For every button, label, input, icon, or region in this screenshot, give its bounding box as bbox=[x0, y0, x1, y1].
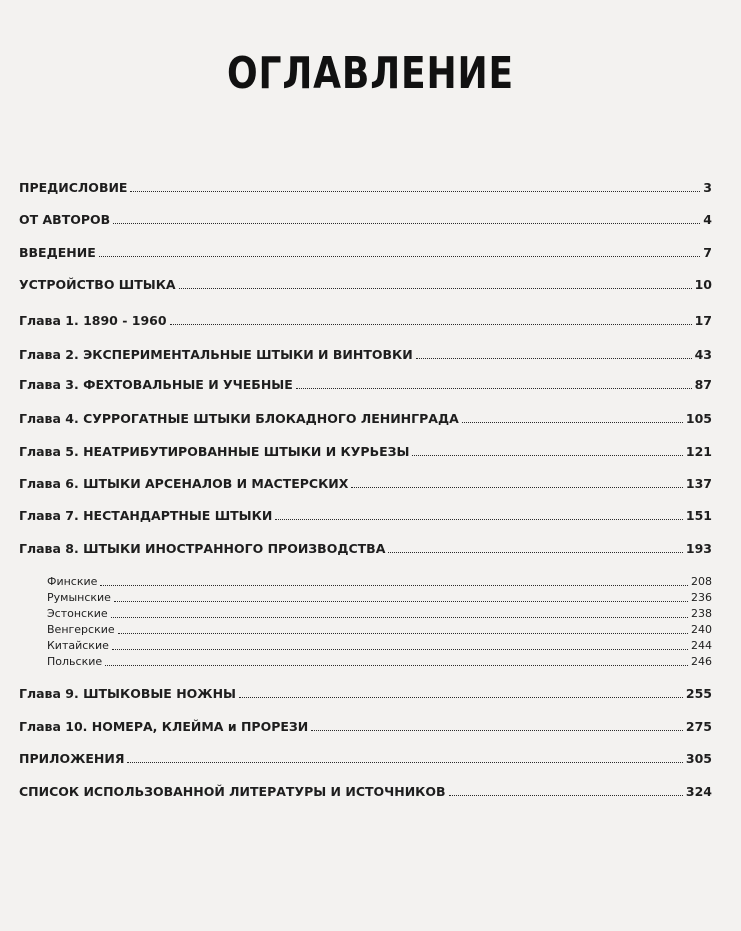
dot-leader bbox=[449, 795, 683, 796]
toc-entry[interactable] bbox=[19, 411, 712, 426]
toc-subentry-label: Финские bbox=[47, 575, 98, 588]
toc-entry-label: СПИСОК ИСПОЛЬЗОВАННОЙ ЛИТЕРАТУРЫ И ИСТОЧНИКОВ bbox=[19, 784, 446, 799]
toc-entry-label: Глава 6. ШТЫКИ АРСЕНАЛОВ И МАСТЕРСКИХ bbox=[19, 476, 349, 491]
toc-page-number: 105 bbox=[685, 411, 712, 426]
toc-entry-label: Глава 9. ШТЫКОВЫЕ НОЖНЫ bbox=[19, 686, 236, 701]
toc-page-number: 305 bbox=[685, 751, 712, 766]
dot-leader bbox=[416, 358, 692, 359]
toc-page-number: 238 bbox=[691, 607, 712, 620]
toc-subentry[interactable] bbox=[47, 575, 712, 588]
toc-entry[interactable] bbox=[19, 277, 712, 292]
toc-entry[interactable] bbox=[19, 444, 712, 459]
toc-subentry-label: Румынские bbox=[47, 591, 111, 604]
toc-entry[interactable] bbox=[19, 686, 712, 701]
dot-leader bbox=[179, 288, 692, 289]
toc-entry[interactable] bbox=[19, 508, 712, 523]
toc-subentry[interactable] bbox=[47, 655, 712, 668]
toc-entry[interactable] bbox=[19, 719, 712, 734]
dot-leader bbox=[275, 519, 683, 520]
toc-subentry[interactable] bbox=[47, 639, 712, 652]
toc-page-number: 236 bbox=[691, 591, 712, 604]
toc-entry-label: ПРИЛОЖЕНИЯ bbox=[19, 751, 125, 766]
dot-leader bbox=[170, 324, 692, 325]
toc-page-number: 240 bbox=[691, 623, 712, 636]
toc-entry-label: Глава 5. НЕАТРИБУТИРОВАННЫЕ ШТЫКИ И КУРЬЕЗЫ bbox=[19, 444, 410, 459]
dot-leader bbox=[296, 388, 692, 389]
dot-leader bbox=[112, 649, 688, 650]
toc-entry[interactable] bbox=[19, 377, 712, 392]
page-title: ОГЛАВЛЕНИЕ bbox=[227, 48, 514, 99]
dot-leader bbox=[118, 633, 688, 634]
toc-page-number: 244 bbox=[691, 639, 712, 652]
toc-subentry-label: Эстонские bbox=[47, 607, 108, 620]
toc-page-number: 43 bbox=[694, 347, 712, 362]
toc-entry[interactable] bbox=[19, 751, 712, 766]
toc-entry[interactable] bbox=[19, 347, 712, 362]
toc-entry-label: Глава 3. ФЕХТОВАЛЬНЫЕ И УЧЕБНЫЕ bbox=[19, 377, 293, 392]
toc-page-number: 275 bbox=[685, 719, 712, 734]
toc-entry-label: ПРЕДИСЛОВИЕ bbox=[19, 180, 128, 195]
toc-subentry[interactable] bbox=[47, 623, 712, 636]
toc-entry[interactable] bbox=[19, 541, 712, 556]
toc-subentry-label: Польские bbox=[47, 655, 103, 668]
dot-leader bbox=[412, 455, 682, 456]
toc-page-number: 151 bbox=[685, 508, 712, 523]
toc-page-number: 10 bbox=[694, 277, 712, 292]
toc-page-number: 17 bbox=[694, 313, 712, 328]
toc-entry-label: УСТРОЙСТВО ШТЫКА bbox=[19, 277, 176, 292]
toc-subentry-label: Китайские bbox=[47, 639, 109, 652]
dot-leader bbox=[114, 601, 688, 602]
toc-entry-label: ОТ АВТОРОВ bbox=[19, 212, 111, 227]
toc-page-number: 193 bbox=[685, 541, 712, 556]
dot-leader bbox=[111, 617, 688, 618]
toc-page-number: 121 bbox=[685, 444, 712, 459]
toc-entry-label: Глава 4. СУРРОГАТНЫЕ ШТЫКИ БЛОКАДНОГО ЛЕНИНГРАДА bbox=[19, 411, 459, 426]
dot-leader bbox=[351, 487, 683, 488]
toc-entry-label: ВВЕДЕНИЕ bbox=[19, 245, 96, 260]
dot-leader bbox=[100, 585, 688, 586]
toc-page-number: 246 bbox=[691, 655, 712, 668]
dot-leader bbox=[99, 256, 701, 257]
toc-page-number: 4 bbox=[703, 212, 712, 227]
dot-leader bbox=[462, 422, 683, 423]
toc-entry-label: Глава 7. НЕСТАНДАРТНЫЕ ШТЫКИ bbox=[19, 508, 273, 523]
toc-page-number: 137 bbox=[685, 476, 712, 491]
toc-entry[interactable] bbox=[19, 245, 712, 260]
toc-entry-label: Глава 2. ЭКСПЕРИМЕНТАЛЬНЫЕ ШТЫКИ И ВИНТОВКИ bbox=[19, 347, 413, 362]
toc-entry[interactable] bbox=[19, 784, 712, 799]
dot-leader bbox=[113, 223, 700, 224]
toc-entry[interactable] bbox=[19, 212, 712, 227]
toc-subentry[interactable] bbox=[47, 607, 712, 620]
toc-page-number: 7 bbox=[703, 245, 712, 260]
toc-page-number: 324 bbox=[685, 784, 712, 799]
toc-entry[interactable] bbox=[19, 180, 712, 195]
dot-leader bbox=[311, 730, 683, 731]
toc-subentry-label: Венгерские bbox=[47, 623, 115, 636]
dot-leader bbox=[127, 762, 682, 763]
toc-subentry[interactable] bbox=[47, 591, 712, 604]
toc-entry[interactable] bbox=[19, 313, 712, 328]
toc-page-number: 87 bbox=[694, 377, 712, 392]
toc-page-number: 3 bbox=[703, 180, 712, 195]
dot-leader bbox=[130, 191, 700, 192]
toc-entry-label: Глава 1. 1890 - 1960 bbox=[19, 313, 167, 328]
toc-page-number: 255 bbox=[685, 686, 712, 701]
toc-entry-label: Глава 10. НОМЕРА, КЛЕЙМА и ПРОРЕЗИ bbox=[19, 719, 309, 734]
dot-leader bbox=[239, 697, 683, 698]
dot-leader bbox=[105, 665, 688, 666]
toc-page-number: 208 bbox=[691, 575, 712, 588]
dot-leader bbox=[388, 552, 683, 553]
toc-entry-label: Глава 8. ШТЫКИ ИНОСТРАННОГО ПРОИЗВОДСТВА bbox=[19, 541, 386, 556]
toc-entry[interactable] bbox=[19, 476, 712, 491]
